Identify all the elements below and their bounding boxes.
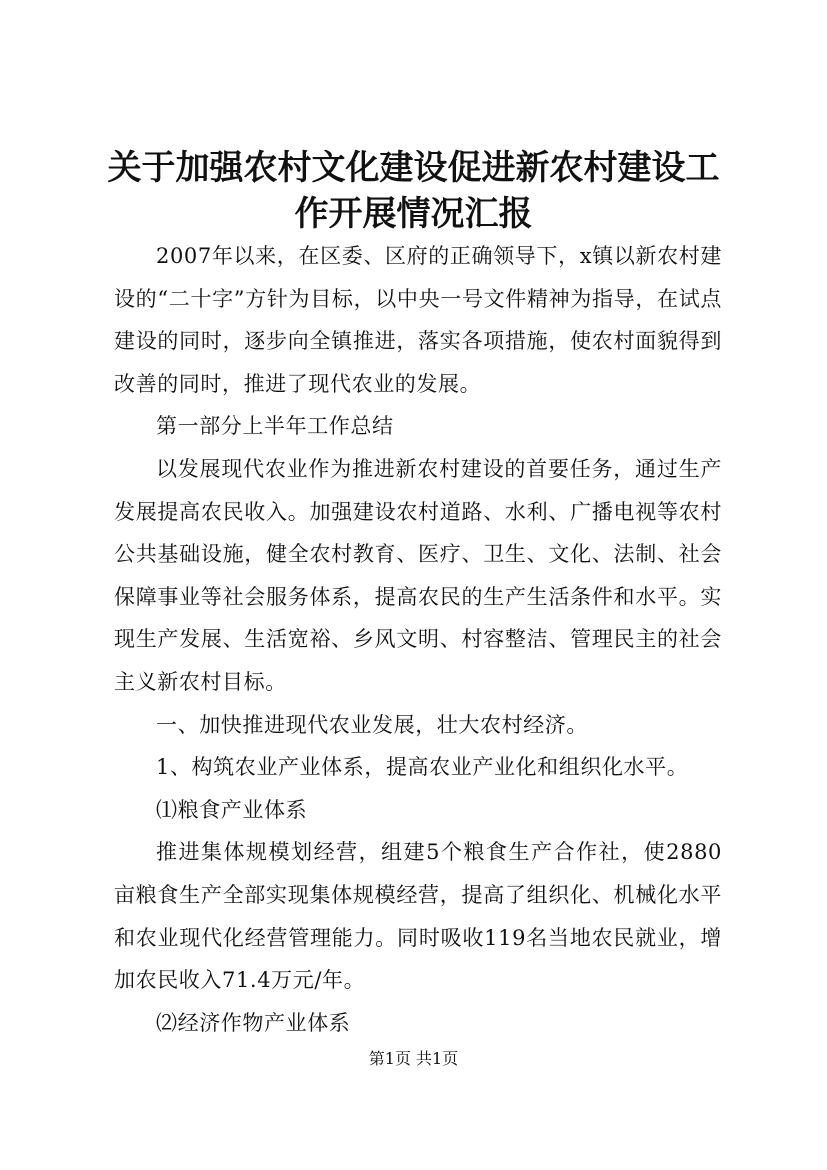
heading-level-3-cash-crops: ⑵经济作物产业体系 (156, 1010, 351, 1035)
heading-level-2: 1、构筑农业产业体系，提高农业产业化和组织化水平。 (156, 755, 689, 780)
document-body (114, 235, 722, 1044)
heading-level-3-grain: ⑴粮食产业体系 (156, 797, 308, 822)
heading-level-1: 一、加快推进现代农业发展，壮大农村经济。 (156, 712, 588, 737)
paragraph-intro: 2007年以来，在区委、区府的正确领导下，x镇以新农村建设的“二十字”方针为目标，以中央一号文件精神为指导，在试点建设的同时，逐步向全镇推进，落实各项措施，使农村面貌得到改善的同时，推进了现代农业的发展。 (114, 244, 722, 396)
paragraph-overview: 以发展现代农业作为推进新农村建设的首要任务，通过生产发展提高农民收入。加强建设农村道路、水利、广播电视等农村公共基础设施，健全农村教育、医疗、卫生、文化、法制、社会保障事业等社会服务体系，提高农民的生产生活条件和水平。实现生产发展、生活宽裕、乡风文明、村容整洁、管理民主的社会主义新农村目标。 (114, 456, 722, 694)
page-footer: 第1页 共1页 (368, 1049, 459, 1068)
document-title: 关于加强农村文化建设促进新农村建设工作开展情况汇报 (107, 148, 720, 234)
paragraph-grain: 推进集体规模划经营，组建5个粮食生产合作社，使2880亩粮食生产全部实现集体规模经营，提高了组织化、机械化水平和农业现代化经营管理能力。同时吸收119名当地农民就业，增加农民收入71.4万元/年。 (114, 840, 722, 993)
section-heading-part-one: 第一部分上半年工作总结 (156, 414, 394, 439)
